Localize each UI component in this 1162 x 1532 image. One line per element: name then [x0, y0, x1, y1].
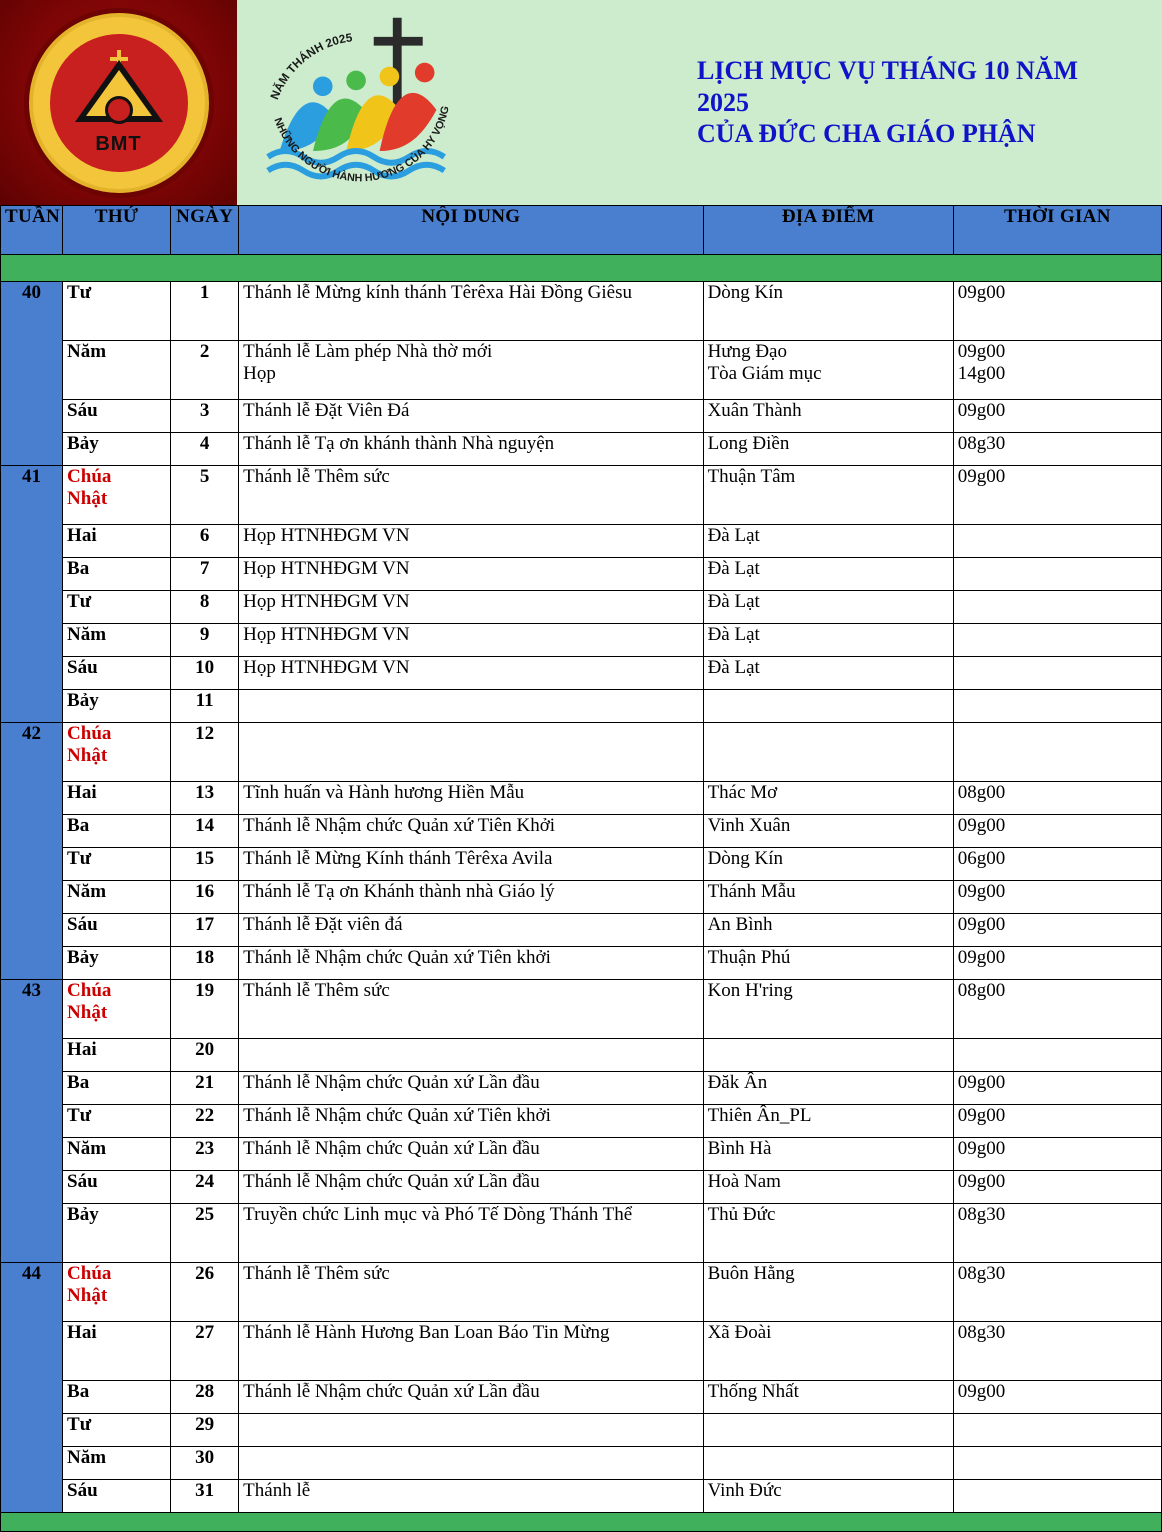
- event-time-cell: [953, 1447, 1161, 1480]
- weekday-cell: Tư: [63, 848, 171, 881]
- day-number-cell: 28: [171, 1381, 239, 1414]
- event-description-cell: Thánh lễ Tạ ơn Khánh thành nhà Giáo lý: [239, 881, 703, 914]
- day-number-cell: 27: [171, 1322, 239, 1381]
- page-title-line2: 2025: [697, 87, 749, 117]
- event-description-cell: Thánh lễ Thêm sức: [239, 1263, 703, 1322]
- day-number-cell: 16: [171, 881, 239, 914]
- weekday-cell: Hai: [63, 782, 171, 815]
- weekday-cell: Hai: [63, 1322, 171, 1381]
- weekday-cell: Tư: [63, 1105, 171, 1138]
- event-location-cell: Đà Lạt: [703, 558, 953, 591]
- weekday-cell: Ba: [63, 1381, 171, 1414]
- table-row: [1, 1480, 1162, 1513]
- day-number-cell: 8: [171, 591, 239, 624]
- day-number-cell: 17: [171, 914, 239, 947]
- table-row: [1, 1105, 1162, 1138]
- event-location-cell: Thác Mơ: [703, 782, 953, 815]
- table-row: [1, 1381, 1162, 1414]
- event-description-cell: Thánh lễ: [239, 1480, 703, 1513]
- event-description-cell: Thánh lễ Mừng kính thánh Têrêxa Hài Đồng Giêsu: [239, 282, 703, 341]
- table-row: [1, 1039, 1162, 1072]
- event-description-cell: Truyền chức Linh mục và Phó Tế Dòng Thánh Thể: [239, 1204, 703, 1263]
- event-description-cell: Tĩnh huấn và Hành hương Hiền Mẫu: [239, 782, 703, 815]
- weekday-cell: Năm: [63, 1138, 171, 1171]
- event-time-cell: 08g30: [953, 1263, 1161, 1322]
- weekday-cell: Ba: [63, 558, 171, 591]
- event-time-cell: 09g00: [953, 1105, 1161, 1138]
- week-number-cell: 40: [1, 282, 63, 466]
- table-row: [1, 1322, 1162, 1381]
- event-time-cell: 09g00: [953, 400, 1161, 433]
- event-description-cell: [239, 1447, 703, 1480]
- table-row: [1, 815, 1162, 848]
- event-time-cell: 09g00: [953, 1138, 1161, 1171]
- table-row: [1, 466, 1162, 525]
- event-location-cell: [703, 1447, 953, 1480]
- weekday-cell: Sáu: [63, 1480, 171, 1513]
- event-location-cell: Bình Hà: [703, 1138, 953, 1171]
- table-row: [1, 1204, 1162, 1263]
- day-number-cell: 4: [171, 433, 239, 466]
- weekday-cell: Hai: [63, 525, 171, 558]
- weekday-cell: Sáu: [63, 400, 171, 433]
- event-location-cell: Thuận Tâm: [703, 466, 953, 525]
- event-location-cell: [703, 1039, 953, 1072]
- event-time-cell: [953, 525, 1161, 558]
- event-description-cell: Thánh lễ Nhậm chức Quản xứ Lần đầu: [239, 1072, 703, 1105]
- event-time-cell: 09g00: [953, 282, 1161, 341]
- document-header: [0, 0, 1162, 205]
- table-row: [1, 881, 1162, 914]
- event-description-cell: Thánh lễ Nhậm chức Quản xứ Tiên khởi: [239, 947, 703, 980]
- weekday-cell: Năm: [63, 881, 171, 914]
- weekday-cell: Sáu: [63, 914, 171, 947]
- day-number-cell: 30: [171, 1447, 239, 1480]
- table-header-row: [1, 206, 1162, 255]
- bmt-logo-label: BMT: [95, 132, 142, 155]
- event-location-cell: Xã Đoài: [703, 1322, 953, 1381]
- weekday-cell: Sáu: [63, 1171, 171, 1204]
- jubilee-top-label: NĂM THÁNH 2025: [268, 31, 354, 102]
- day-number-cell: 11: [171, 690, 239, 723]
- weekday-cell: Năm: [63, 1447, 171, 1480]
- event-time-cell: 08g30: [953, 433, 1161, 466]
- day-number-cell: 23: [171, 1138, 239, 1171]
- table-row: [1, 657, 1162, 690]
- schedule-table: [0, 205, 1162, 1532]
- event-time-cell: 09g00: [953, 947, 1161, 980]
- day-number-cell: 14: [171, 815, 239, 848]
- col-header-diadiem: ĐỊA ĐIỂM: [703, 206, 953, 255]
- event-location-cell: Xuân Thành: [703, 400, 953, 433]
- event-location-cell: Thủ Đức: [703, 1204, 953, 1263]
- event-time-cell: [953, 1480, 1161, 1513]
- table-row: [1, 558, 1162, 591]
- event-time-cell: 09g00: [953, 815, 1161, 848]
- week-number-cell: 43: [1, 980, 63, 1263]
- event-location-cell: Đà Lạt: [703, 591, 953, 624]
- day-number-cell: 6: [171, 525, 239, 558]
- day-number-cell: 2: [171, 341, 239, 400]
- table-row: [1, 980, 1162, 1039]
- weekday-cell: Tư: [63, 1414, 171, 1447]
- weekday-cell: Hai: [63, 1039, 171, 1072]
- event-time-cell: 08g30: [953, 1204, 1161, 1263]
- event-description-cell: Thánh lễ Hành Hương Ban Loan Báo Tin Mừng: [239, 1322, 703, 1381]
- event-time-cell: [953, 558, 1161, 591]
- day-number-cell: 13: [171, 782, 239, 815]
- jubilee-logo-cell: [237, 0, 685, 205]
- event-time-cell: [953, 723, 1161, 782]
- event-location-cell: Thiên Ân_PL: [703, 1105, 953, 1138]
- table-divider-band: [1, 255, 1162, 282]
- document-title-cell: [685, 0, 1162, 205]
- event-description-cell: Họp HTNHĐGM VN: [239, 525, 703, 558]
- event-time-cell: 08g00: [953, 980, 1161, 1039]
- event-description-cell: Thánh lễ Nhậm chức Quản xứ Lần đầu: [239, 1381, 703, 1414]
- table-row: [1, 1414, 1162, 1447]
- day-number-cell: 7: [171, 558, 239, 591]
- page-title-line3: CỦA ĐỨC CHA GIÁO PHẬN: [697, 119, 1036, 149]
- weekday-cell: Tư: [63, 591, 171, 624]
- table-row: [1, 591, 1162, 624]
- event-location-cell: [703, 723, 953, 782]
- event-time-cell: 08g30: [953, 1322, 1161, 1381]
- bmt-emblem-icon: [29, 13, 209, 193]
- weekday-cell: Tư: [63, 282, 171, 341]
- event-location-cell: Thánh Mẫu: [703, 881, 953, 914]
- event-location-cell: Dòng Kín: [703, 848, 953, 881]
- day-number-cell: 26: [171, 1263, 239, 1322]
- event-time-cell: 09g00: [953, 1381, 1161, 1414]
- table-row: [1, 947, 1162, 980]
- day-number-cell: 31: [171, 1480, 239, 1513]
- event-location-cell: Dòng Kín: [703, 282, 953, 341]
- event-time-cell: 09g00: [953, 1171, 1161, 1204]
- diocese-logo-cell: [0, 0, 237, 205]
- weekday-cell: Ba: [63, 1072, 171, 1105]
- event-description-cell: [239, 723, 703, 782]
- event-location-cell: Thuận Phú: [703, 947, 953, 980]
- day-number-cell: 15: [171, 848, 239, 881]
- event-description-cell: Thánh lễ Nhậm chức Quản xứ Tiên khởi: [239, 1105, 703, 1138]
- weekday-cell: Năm: [63, 624, 171, 657]
- event-time-cell: [953, 591, 1161, 624]
- weekday-cell: Bảy: [63, 1204, 171, 1263]
- event-time-cell: 06g00: [953, 848, 1161, 881]
- table-row: [1, 1263, 1162, 1322]
- col-header-tuan: TUẦN: [1, 206, 63, 255]
- event-description-cell: Thánh lễ Nhậm chức Quản xứ Lần đầu: [239, 1138, 703, 1171]
- event-time-cell: [953, 1414, 1161, 1447]
- table-row: [1, 341, 1162, 400]
- day-number-cell: 22: [171, 1105, 239, 1138]
- event-description-cell: Thánh lễ Làm phép Nhà thờ mới Họp: [239, 341, 703, 400]
- event-description-cell: Thánh lễ Thêm sức: [239, 466, 703, 525]
- table-row: [1, 282, 1162, 341]
- table-row: [1, 914, 1162, 947]
- event-location-cell: Hoà Nam: [703, 1171, 953, 1204]
- event-description-cell: Thánh lễ Nhậm chức Quản xứ Tiên Khởi: [239, 815, 703, 848]
- day-number-cell: 9: [171, 624, 239, 657]
- event-description-cell: Thánh lễ Đặt viên đá: [239, 914, 703, 947]
- event-location-cell: [703, 1414, 953, 1447]
- day-number-cell: 20: [171, 1039, 239, 1072]
- day-number-cell: 3: [171, 400, 239, 433]
- event-time-cell: [953, 1039, 1161, 1072]
- table-footer-band: [1, 1513, 1162, 1532]
- day-number-cell: 29: [171, 1414, 239, 1447]
- event-time-cell: [953, 690, 1161, 723]
- event-time-cell: 09g00: [953, 1072, 1161, 1105]
- event-time-cell: [953, 657, 1161, 690]
- event-location-cell: Long Điền: [703, 433, 953, 466]
- table-row: [1, 624, 1162, 657]
- col-header-ngay: NGÀY: [171, 206, 239, 255]
- event-location-cell: Vinh Xuân: [703, 815, 953, 848]
- event-location-cell: Hưng Đạo Tòa Giám mục: [703, 341, 953, 400]
- jubilee-2025-icon: [251, 4, 469, 200]
- event-location-cell: Đà Lạt: [703, 624, 953, 657]
- weekday-cell: Sáu: [63, 657, 171, 690]
- weekday-cell: Năm: [63, 341, 171, 400]
- event-description-cell: Thánh lễ Mừng Kính thánh Têrêxa Avila: [239, 848, 703, 881]
- week-number-cell: 41: [1, 466, 63, 723]
- jubilee-bottom-label: NHỮNG NGƯỜI HÀNH HƯƠNG CỦA HY VỌNG: [271, 104, 452, 185]
- day-number-cell: 25: [171, 1204, 239, 1263]
- day-number-cell: 21: [171, 1072, 239, 1105]
- table-row: [1, 400, 1162, 433]
- event-location-cell: Thống Nhất: [703, 1381, 953, 1414]
- table-row: [1, 1171, 1162, 1204]
- col-header-thoigian: THỜI GIAN: [953, 206, 1161, 255]
- event-time-cell: 09g00: [953, 881, 1161, 914]
- weekday-cell: Chúa Nhật: [63, 466, 171, 525]
- event-description-cell: Họp HTNHĐGM VN: [239, 558, 703, 591]
- col-header-noidung: NỘI DUNG: [239, 206, 703, 255]
- week-number-cell: 44: [1, 1263, 63, 1513]
- event-location-cell: [703, 690, 953, 723]
- weekday-cell: Ba: [63, 815, 171, 848]
- event-description-cell: Họp HTNHĐGM VN: [239, 657, 703, 690]
- day-number-cell: 10: [171, 657, 239, 690]
- weekday-cell: Chúa Nhật: [63, 980, 171, 1039]
- event-description-cell: Họp HTNHĐGM VN: [239, 591, 703, 624]
- table-row: [1, 433, 1162, 466]
- event-description-cell: Thánh lễ Nhậm chức Quản xứ Lần đầu: [239, 1171, 703, 1204]
- day-number-cell: 1: [171, 282, 239, 341]
- weekday-cell: Chúa Nhật: [63, 1263, 171, 1322]
- event-location-cell: Kon H'ring: [703, 980, 953, 1039]
- event-description-cell: Họp HTNHĐGM VN: [239, 624, 703, 657]
- event-description-cell: [239, 1039, 703, 1072]
- event-location-cell: Vinh Đức: [703, 1480, 953, 1513]
- event-description-cell: [239, 1414, 703, 1447]
- event-location-cell: Đăk Ân: [703, 1072, 953, 1105]
- table-row: [1, 525, 1162, 558]
- day-number-cell: 19: [171, 980, 239, 1039]
- day-number-cell: 18: [171, 947, 239, 980]
- weekday-cell: Bảy: [63, 433, 171, 466]
- table-row: [1, 690, 1162, 723]
- table-row: [1, 848, 1162, 881]
- event-description-cell: Thánh lễ Thêm sức: [239, 980, 703, 1039]
- event-location-cell: Đà Lạt: [703, 657, 953, 690]
- table-row: [1, 1447, 1162, 1480]
- table-row: [1, 723, 1162, 782]
- col-header-thu: THỨ: [63, 206, 171, 255]
- event-location-cell: Đà Lạt: [703, 525, 953, 558]
- table-row: [1, 1138, 1162, 1171]
- weekday-cell: Bảy: [63, 690, 171, 723]
- weekday-cell: Bảy: [63, 947, 171, 980]
- event-location-cell: An Bình: [703, 914, 953, 947]
- day-number-cell: 5: [171, 466, 239, 525]
- event-time-cell: 09g00 14g00: [953, 341, 1161, 400]
- event-location-cell: Buôn Hằng: [703, 1263, 953, 1322]
- table-body: [1, 255, 1162, 1532]
- weekday-cell: Chúa Nhật: [63, 723, 171, 782]
- event-time-cell: [953, 624, 1161, 657]
- event-time-cell: 09g00: [953, 914, 1161, 947]
- table-row: [1, 782, 1162, 815]
- event-time-cell: 08g00: [953, 782, 1161, 815]
- page-title-line1: LỊCH MỤC VỤ THÁNG 10 NĂM: [697, 55, 1079, 85]
- event-description-cell: Thánh lễ Tạ ơn khánh thành Nhà nguyện: [239, 433, 703, 466]
- week-number-cell: 42: [1, 723, 63, 980]
- svg-text:NĂM THÁNH 2025: [268, 31, 354, 101]
- event-time-cell: 09g00: [953, 466, 1161, 525]
- day-number-cell: 24: [171, 1171, 239, 1204]
- table-row: [1, 1072, 1162, 1105]
- event-description-cell: [239, 690, 703, 723]
- event-description-cell: Thánh lễ Đặt Viên Đá: [239, 400, 703, 433]
- day-number-cell: 12: [171, 723, 239, 782]
